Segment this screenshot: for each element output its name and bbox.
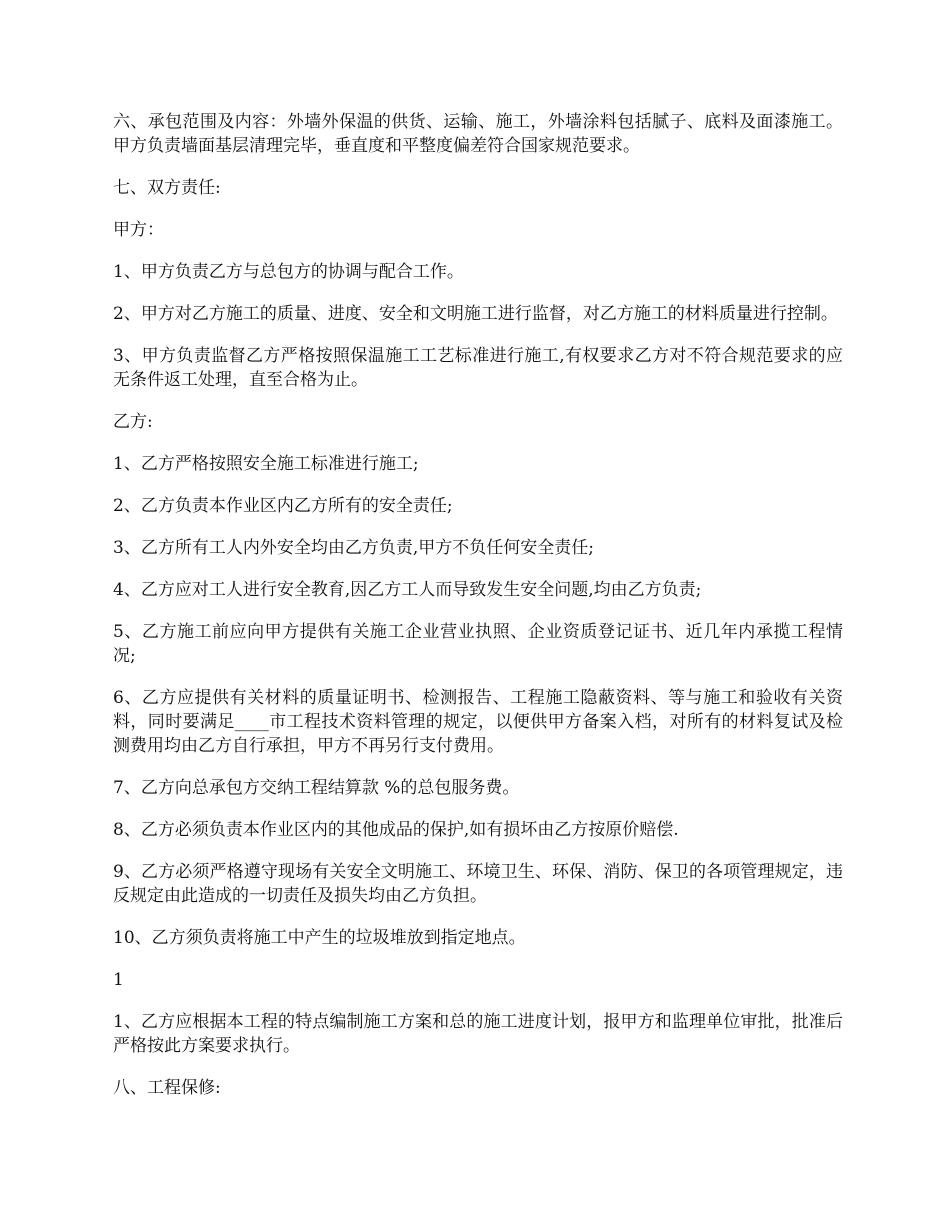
section-6-scope: 六、承包范围及内容：外墙外保温的供货、运输、施工，外墙涂料包括腻子、底料及面漆施工。甲方负责墙面基层清理完毕，垂直度和平整度偏差符合国家规范要求。 bbox=[113, 112, 843, 156]
party-b-item-1: 1、乙方严格按照安全施工标准进行施工; bbox=[113, 454, 419, 474]
party-b-item-3: 3、乙方所有工人内外安全均由乙方负责,甲方不负任何安全责任; bbox=[113, 538, 594, 558]
section-8-heading: 八、工程保修: bbox=[113, 1078, 221, 1098]
section-7-heading: 七、双方责任: bbox=[113, 178, 221, 198]
party-b-item-10: 10、乙方须负责将施工中产生的垃圾堆放到指定地点。 bbox=[113, 928, 526, 948]
party-b-item-2: 2、乙方负责本作业区内乙方所有的安全责任; bbox=[113, 496, 453, 516]
party-a-item-3: 3、甲方负责监督乙方严格按照保温施工工艺标准进行施工,有权要求乙方对不符合规范要求的应无条件返工处理，直至合格为止。 bbox=[113, 346, 843, 390]
party-b-heading: 乙方: bbox=[113, 412, 153, 432]
party-a-heading: 甲方： bbox=[113, 220, 164, 240]
page-number: 1 bbox=[113, 970, 124, 990]
party-a-item-1: 1、甲方负责乙方与总包方的协调与配合工作。 bbox=[113, 262, 464, 282]
party-b-item-6: 6、乙方应提供有关材料的质量证明书、检测报告、工程施工隐蔽资料、等与施工和验收有关资料，同时要满足____市工程技术资料管理的规定，以便供甲方备案入档，对所有的材料复试及检测费用均由乙方自行承担，甲方不再另行支付费用。 bbox=[113, 688, 843, 756]
party-b-item-7: 7、乙方向总承包方交纳工程结算款 %的总包服务费。 bbox=[113, 778, 520, 798]
party-b-item-9: 9、乙方必须严格遵守现场有关安全文明施工、环境卫生、环保、消防、保卫的各项管理规定，违反规定由此造成的一切责任及损失均由乙方负担。 bbox=[113, 862, 843, 906]
party-b-item-11: 1、乙方应根据本工程的特点编制施工方案和总的施工进度计划，报甲方和监理单位审批，批准后严格按此方案要求执行。 bbox=[113, 1012, 843, 1056]
party-b-item-4: 4、乙方应对工人进行安全教育,因乙方工人而导致发生安全问题,均由乙方负责; bbox=[113, 580, 702, 600]
document-page bbox=[113, 110, 843, 1118]
party-b-item-5: 5、乙方施工前应向甲方提供有关施工企业营业执照、企业资质登记证书、近几年内承揽工程情况; bbox=[113, 622, 843, 666]
party-a-item-2: 2、甲方对乙方施工的质量、进度、安全和文明施工进行监督，对乙方施工的材料质量进行控制。 bbox=[113, 304, 838, 324]
party-b-item-8: 8、乙方必须负责本作业区内的其他成品的保护,如有损坏由乙方按原价赔偿. bbox=[113, 820, 679, 840]
